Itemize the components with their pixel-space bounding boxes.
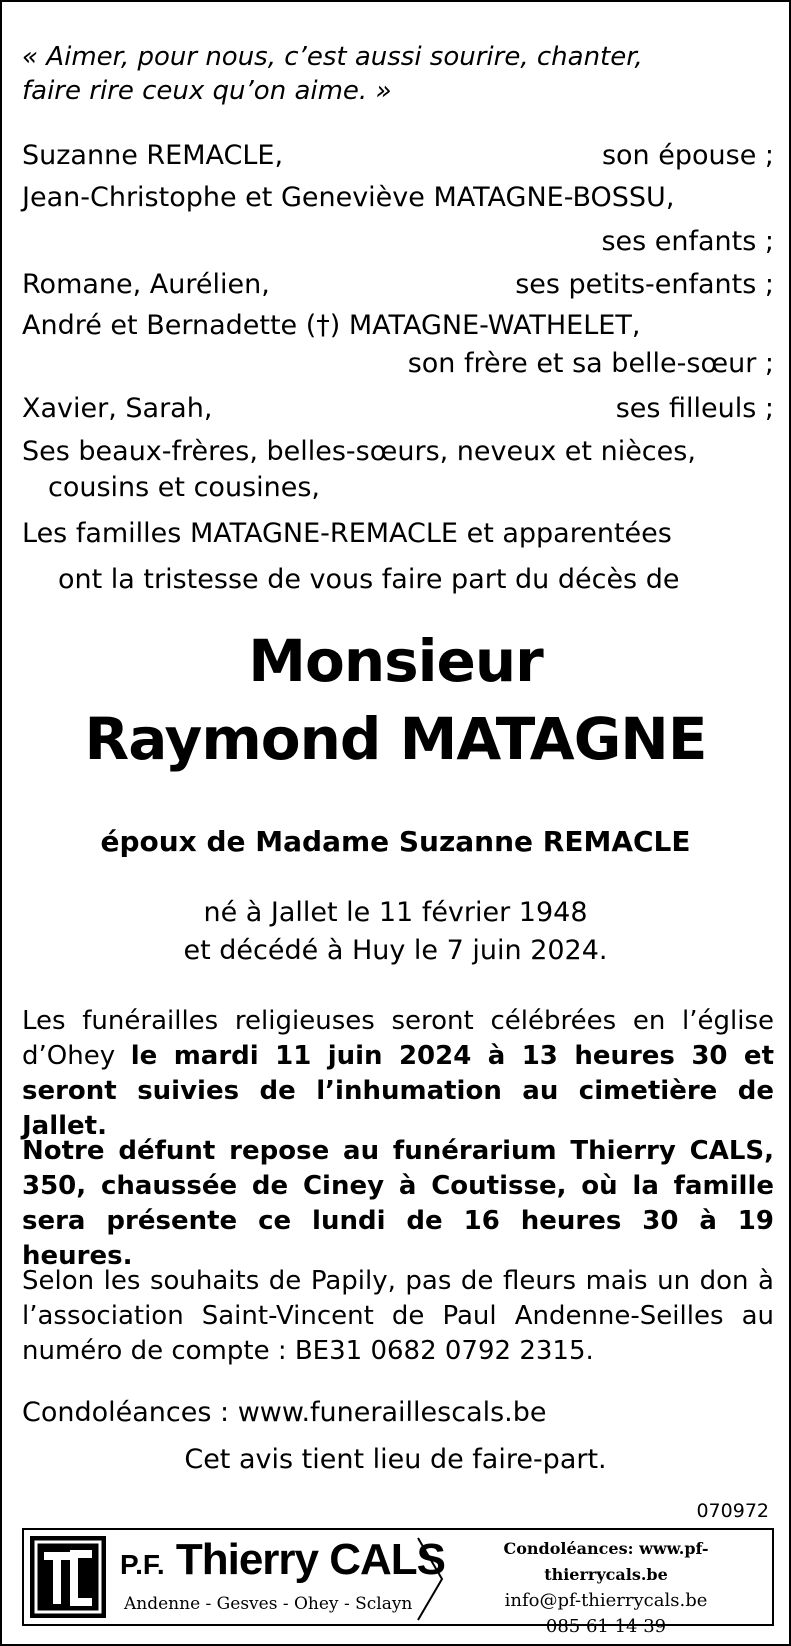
brand-prefix: P.F. (120, 1549, 165, 1580)
godchildren-names: Xavier, Sarah, (22, 393, 213, 424)
spouse-role: son épouse ; (601, 140, 774, 171)
godchildren-role: ses filleuls ; (615, 393, 774, 424)
deceased-name: Raymond MATAGNE (84, 705, 707, 773)
sibling-names: André et Bernadette (†) MATAGNE-WATHELET, (22, 310, 641, 341)
funeral-home-banner (22, 1528, 774, 1637)
announce-line: ont la tristesse de vous faire part du décès de (58, 564, 680, 595)
inlaws-line-1: Ses beaux-frères, belles-sœurs, neveux et nièces, (22, 436, 696, 467)
funeral-home-locations: Andenne - Gesves - Ohey - Sclayn (124, 1594, 413, 1614)
quote-line-2: faire rire ceux qu’on aime. » (22, 76, 392, 106)
funeral-text: Les funérailles religieuses seront célébrées en l’église d’Ohey (22, 1006, 774, 1071)
deceased-spouse: époux de Madame Suzanne REMACLE (100, 825, 691, 858)
grandchildren-role: ses petits-enfants ; (515, 269, 774, 300)
condolences-line: Condoléances : www.funeraillescals.be (22, 1397, 547, 1428)
grandchildren-names: Romane, Aurélien, (22, 269, 270, 300)
spouse-name: Suzanne REMACLE, (22, 140, 284, 171)
wishes-paragraph: Selon les souhaits de Papily, pas de fleurs mais un don à l’association Saint-Vincent de Paul Andenne-Seilles au numéro de compte : BE31 0682 0792 2315. (22, 1266, 774, 1366)
death-line: et décédé à Huy le 7 juin 2024. (183, 935, 608, 966)
tc-logo-icon (30, 1536, 106, 1618)
children-names: Jean-Christophe et Geneviève MATAGNE-BOSSU, (22, 182, 675, 213)
contact-phone: 085 61 14 39 (545, 1616, 667, 1637)
funeral-paragraph (22, 1004, 774, 1144)
birth-line: né à Jallet le 11 février 1948 (203, 897, 588, 928)
notice-line: Cet avis tient lieu de faire-part. (184, 1444, 607, 1475)
contact-condolences: Condoléances: www.pf-thierrycals.be (503, 1539, 709, 1584)
banner-divider-icon (416, 1534, 446, 1624)
inlaws-line-2: cousins et cousines, (48, 472, 321, 503)
epigraph-quote (22, 40, 742, 108)
families-line: Les familles MATAGNE-REMACLE et apparentées (22, 518, 672, 549)
funeral-date-text: le mardi 11 juin 2024 à 13 heures 30 et seront suivies de l’inhumation au cimetière de Jallet. (22, 1041, 774, 1141)
contact-email: info@pf-thierrycals.be (504, 1590, 708, 1611)
funeral-home-logo (30, 1536, 106, 1618)
children-role: ses enfants ; (601, 226, 774, 257)
funeral-home-name (120, 1534, 445, 1591)
brand-name: Thierry CALS (175, 1535, 446, 1584)
reference-number: 070972 (696, 1500, 769, 1522)
quote-line-1: « Aimer, pour nous, c’est aussi sourire, chanter, (22, 42, 643, 72)
rest-paragraph: Notre défunt repose au funérarium Thierry CALS, 350, chaussée de Ciney à Coutisse, où la famille sera présente ce lundi de 16 heures 30 à 19 heures. (22, 1136, 774, 1271)
funeral-home-contact (456, 1536, 756, 1640)
deceased-title: Monsieur (248, 627, 543, 695)
sibling-role: son frère et sa belle-sœur ; (407, 348, 774, 379)
